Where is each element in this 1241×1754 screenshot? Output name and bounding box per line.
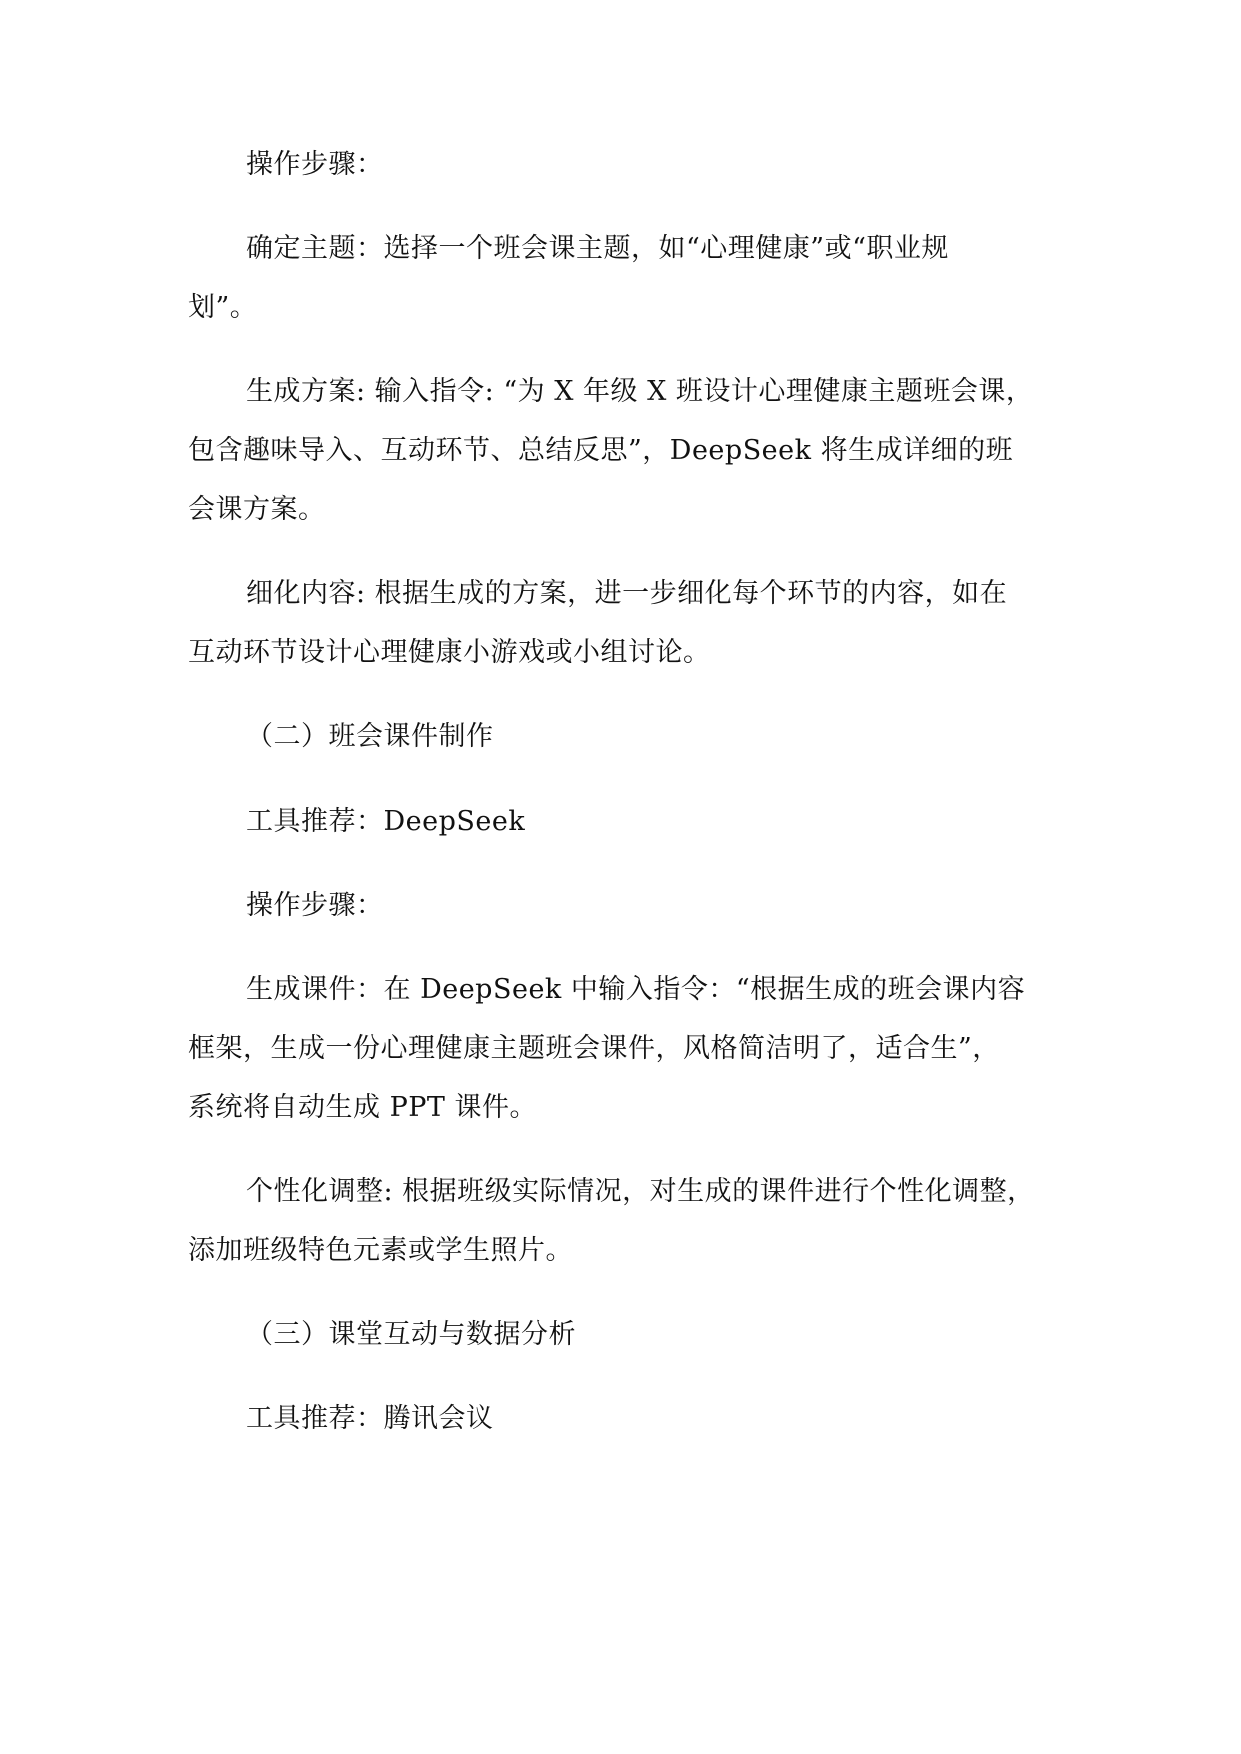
- paragraph-steps-heading: 操作步骤：: [246, 149, 384, 180]
- paragraph-tool-recommendation-2: 工具推荐：DeepSeek: [246, 806, 526, 837]
- paragraph-plan-line-2: 包含趣味导入、互动环节、总结反思”，DeepSeek 将生成详细的班: [188, 435, 1014, 466]
- paragraph-customize-line-1: 个性化调整: 根据班级实际情况，对生成的课件进行个性化调整，: [246, 1176, 1035, 1207]
- paragraph-detail-line-1: 细化内容: 根据生成的方案，进一步细化每个环节的内容，如在: [246, 578, 1008, 609]
- paragraph-generate-line-3: 系统将自动生成 PPT 课件。: [188, 1092, 538, 1123]
- paragraph-detail-line-2: 互动环节设计心理健康小游戏或小组讨论。: [188, 637, 711, 668]
- paragraph-steps-heading-2: 操作步骤：: [246, 890, 384, 921]
- paragraph-generate-line-1: 生成课件：在 DeepSeek 中输入指令：“根据生成的班会课内容: [246, 974, 1026, 1005]
- paragraph-plan-line-3: 会课方案。: [188, 494, 326, 525]
- paragraph-customize-line-2: 添加班级特色元素或学生照片。: [188, 1235, 573, 1266]
- paragraph-tool-recommendation-3: 工具推荐：腾讯会议: [246, 1403, 494, 1434]
- section-heading-2: （二）班会课件制作: [246, 721, 494, 752]
- paragraph-generate-line-2: 框架，生成一份心理健康主题班会课件，风格简洁明了，适合生”，: [188, 1033, 1000, 1064]
- section-heading-3: （三）课堂互动与数据分析: [246, 1319, 576, 1350]
- paragraph-theme-line-1: 确定主题：选择一个班会课主题，如“心理健康”或“职业规: [246, 233, 949, 264]
- paragraph-theme-line-2: 划”。: [188, 292, 258, 323]
- paragraph-plan-line-1: 生成方案: 输入指令: “为 X 年级 X 班设计心理健康主题班会课，: [246, 376, 1034, 407]
